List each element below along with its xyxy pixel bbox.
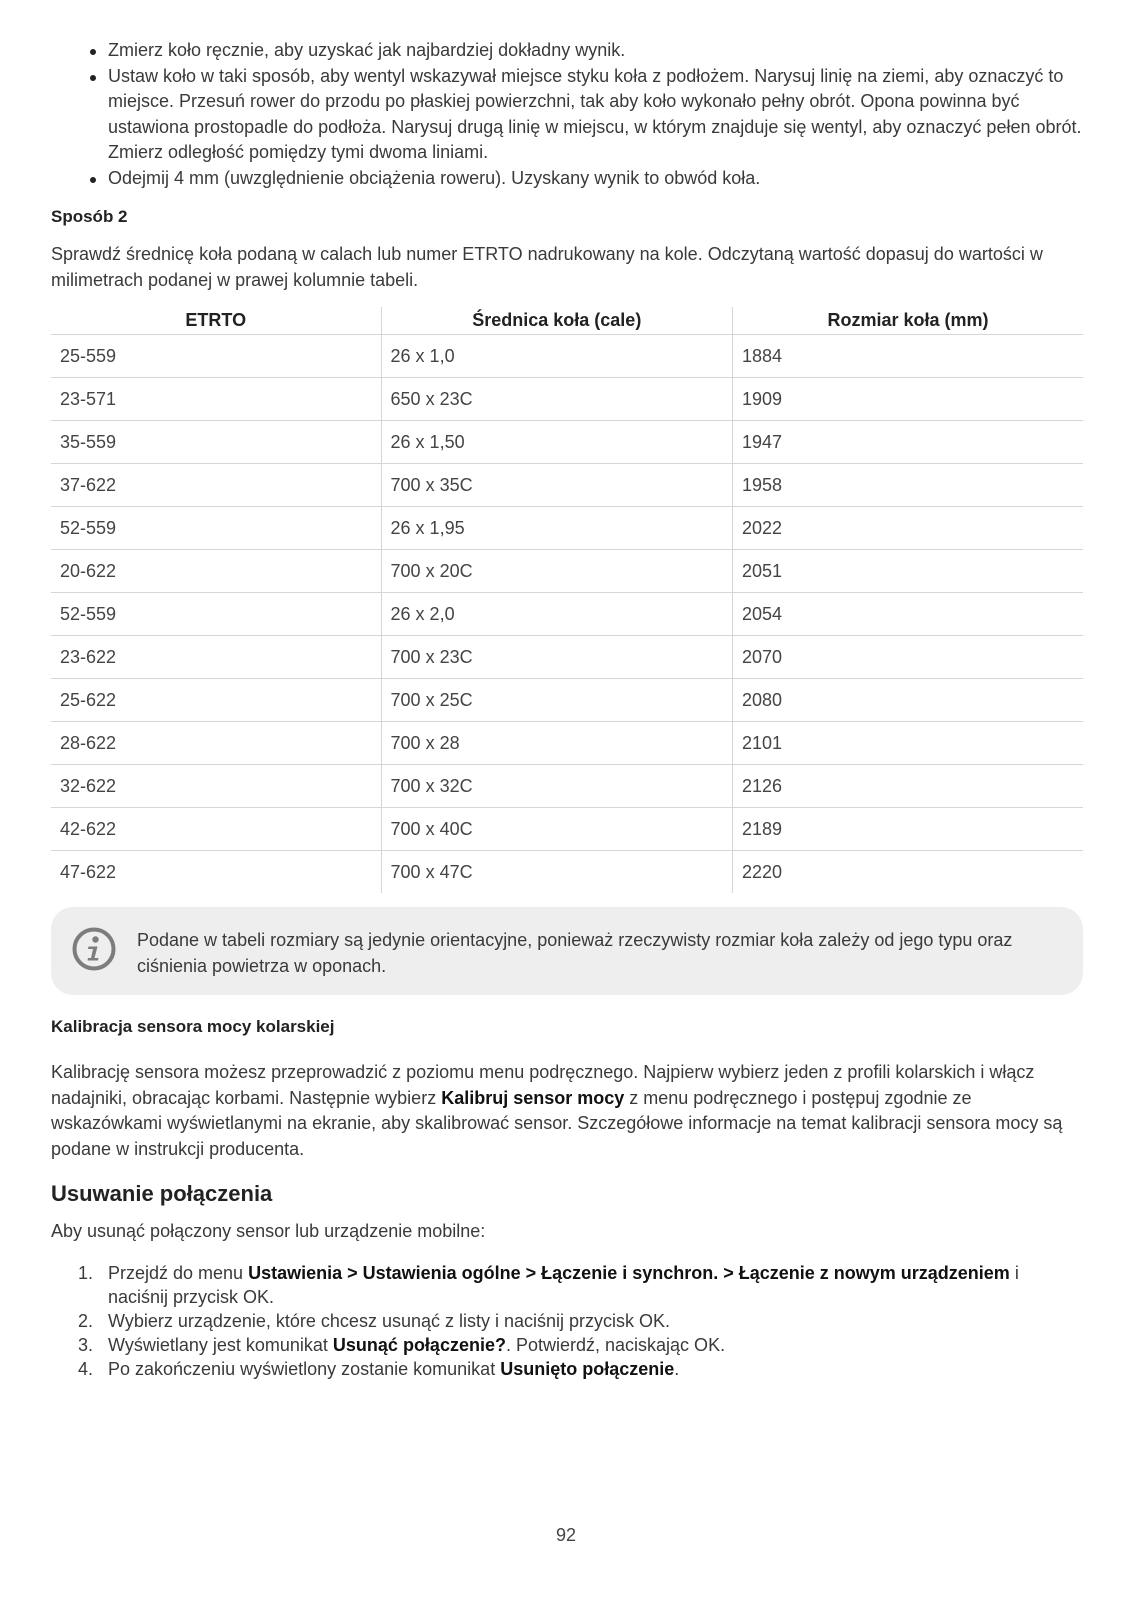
note-text: Podane w tabeli rozmiary są jedynie orientacyjne, ponieważ rzeczywisty rozmiar koła zależy od jego typu oraz ciśnienia powietrza w oponach.	[137, 930, 1013, 976]
table-row	[51, 593, 1083, 636]
table-row	[51, 507, 1083, 550]
method2-text: Sprawdź średnicę koła podaną w calach lub numer ETRTO nadrukowany na kole. Odczytaną wartość dopasuj do wartości w milimetrach podanej w prawej kolumnie tabeli.	[51, 244, 1043, 290]
page-content	[51, 38, 1083, 1381]
step-emphasis: Usunąć połączenie?	[332, 1334, 506, 1355]
column-header-size: Rozmiar koła (mm)	[733, 307, 1083, 335]
table-row	[51, 335, 1083, 378]
table-row	[51, 636, 1083, 679]
table-row	[51, 722, 1083, 765]
steps-list	[51, 1261, 1083, 1381]
diameter-cell: 700 x 35C	[381, 464, 732, 507]
diameter-cell: 700 x 40C	[381, 808, 732, 851]
etrto-cell: 47-622	[60, 861, 117, 882]
step-text: .	[674, 1358, 680, 1379]
size-cell: 2220	[733, 851, 1083, 894]
diameter-cell: 700 x 32C	[381, 765, 732, 808]
size-cell: 2070	[733, 636, 1083, 679]
step-text: Wybierz urządzenie, które chcesz usunąć z listy i naciśnij przycisk OK.	[108, 1310, 671, 1331]
etrto-cell: 25-559	[51, 335, 381, 378]
list-item: Zmierz koło ręcznie, aby uzyskać jak najbardziej dokładny wynik.	[51, 38, 1083, 64]
step-emphasis: Ustawienia > Ustawienia ogólne > Łączenie i synchron. > Łączenie z nowym urządzeniem	[248, 1262, 1010, 1283]
table-row	[51, 808, 1083, 851]
step-text: i naciśnij przycisk OK.	[108, 1262, 1019, 1307]
column-header-diameter: Średnica koła (cale)	[381, 307, 732, 335]
step-emphasis: Usunięto połączenie	[500, 1358, 675, 1379]
step-number: 1.	[78, 1262, 94, 1283]
diameter-cell: 26 x 1,0	[381, 335, 732, 378]
size-cell: 2101	[733, 722, 1083, 765]
diameter-cell: 650 x 23C	[381, 378, 732, 421]
table-row	[51, 679, 1083, 722]
diameter-cell: 700 x 23C	[381, 636, 732, 679]
step-text: . Potwierdź, naciskając OK.	[505, 1334, 726, 1355]
etrto-cell: 32-622	[51, 765, 381, 808]
size-cell: 2022	[733, 507, 1083, 550]
table-row	[51, 550, 1083, 593]
etrto-cell: 42-622	[51, 808, 381, 851]
size-cell: 2126	[733, 765, 1083, 808]
diameter-cell: 700 x 25C	[381, 679, 732, 722]
calibrate-option-label: Kalibruj sensor mocy	[441, 1087, 625, 1108]
size-cell: 1884	[733, 335, 1083, 378]
table-row	[51, 765, 1083, 808]
step-text: Wyświetlany jest komunikat	[108, 1334, 333, 1355]
table-row	[51, 851, 1083, 894]
etrto-cell: 28-622	[51, 722, 381, 765]
column-header-etrto: ETRTO	[51, 307, 381, 335]
diameter-cell: 700 x 20C	[381, 550, 732, 593]
etrto-cell: 23-571	[51, 378, 381, 421]
size-cell: 1909	[733, 378, 1083, 421]
list-item: Odejmij 4 mm (uwzględnienie obciążenia roweru). Uzyskany wynik to obwód koła.	[51, 166, 1083, 192]
calibration-text: Kalibrację sensora możesz przeprowadzić z poziomu menu podręcznego. Najpierw wybierz jeden z profili kolarskich i włącz nadajniki, obracając korbami. Następnie wybierz Kalibruj sensor mocy z menu podręcznego i postępuj zgodnie ze wskazówkami wyświetlanymi na ekranie, aby skalibrować sensor. Szczegółowe informacje na temat kalibracji sensora mocy są podane w instrukcji producenta.	[51, 1062, 1063, 1159]
step-number: 2.	[78, 1310, 94, 1331]
table-row	[51, 421, 1083, 464]
info-icon	[71, 926, 117, 972]
step-text: Po zakończeniu wyświetlony zostanie komunikat	[108, 1358, 501, 1379]
step-text: Przejdź do menu	[108, 1262, 249, 1283]
etrto-cell: 35-559	[51, 421, 381, 464]
size-cell: 2051	[733, 550, 1083, 593]
size-cell: 2189	[733, 808, 1083, 851]
diameter-cell: 26 x 1,95	[381, 507, 732, 550]
etrto-cell: 52-559	[51, 507, 381, 550]
etrto-cell: 23-622	[51, 636, 381, 679]
etrto-cell: 52-559	[51, 593, 381, 636]
list-item	[51, 1333, 1083, 1357]
list-item: Ustaw koło w taki sposób, aby wentyl wskazywał miejsce styku koła z podłożem. Narysuj linię na ziemi, aby oznaczyć to miejsce. Przesuń rower do przodu po płaskiej powierzchni, tak aby koło wykonało pełny obrót. Opona powinna być ustawiona prostopadle do podłoża. Narysuj drugą linię w miejscu, w którym znajduje się wentyl, aby oznaczyć pełen obrót. Zmierz odległość pomiędzy tymi dwoma liniami.	[51, 64, 1083, 166]
etrto-cell: 37-622	[51, 464, 381, 507]
size-cell: 2054	[733, 593, 1083, 636]
step-number: 3.	[78, 1334, 94, 1355]
bullet-list	[51, 38, 1083, 191]
list-item	[51, 1309, 1083, 1333]
page-number: 92	[555, 1525, 577, 1545]
diameter-cell: 26 x 1,50	[381, 421, 732, 464]
table-body	[51, 335, 1083, 894]
diameter-cell: 700 x 28	[381, 722, 732, 765]
etrto-cell: 20-622	[51, 550, 381, 593]
diameter-cell: 26 x 2,0	[381, 593, 732, 636]
calibration-heading: Kalibracja sensora mocy kolarskiej	[51, 1017, 335, 1036]
step-number: 4.	[78, 1358, 94, 1379]
table-header-row	[51, 307, 1083, 335]
diameter-cell: 700 x 47C	[381, 851, 732, 894]
removal-intro: Aby usunąć połączony sensor lub urządzenie mobilne:	[51, 1221, 486, 1241]
size-cell: 1947	[733, 421, 1083, 464]
list-item	[51, 1357, 1083, 1381]
removal-heading: Usuwanie połączenia	[51, 1181, 273, 1206]
etrto-cell: 25-622	[51, 679, 381, 722]
info-note	[51, 907, 1083, 995]
etrto-table	[51, 307, 1083, 893]
size-cell: 2080	[733, 679, 1083, 722]
size-cell: 1958	[733, 464, 1083, 507]
list-item	[51, 1261, 1083, 1309]
table-row	[51, 378, 1083, 421]
table-row	[51, 464, 1083, 507]
method2-heading: Sposób 2	[51, 207, 128, 226]
